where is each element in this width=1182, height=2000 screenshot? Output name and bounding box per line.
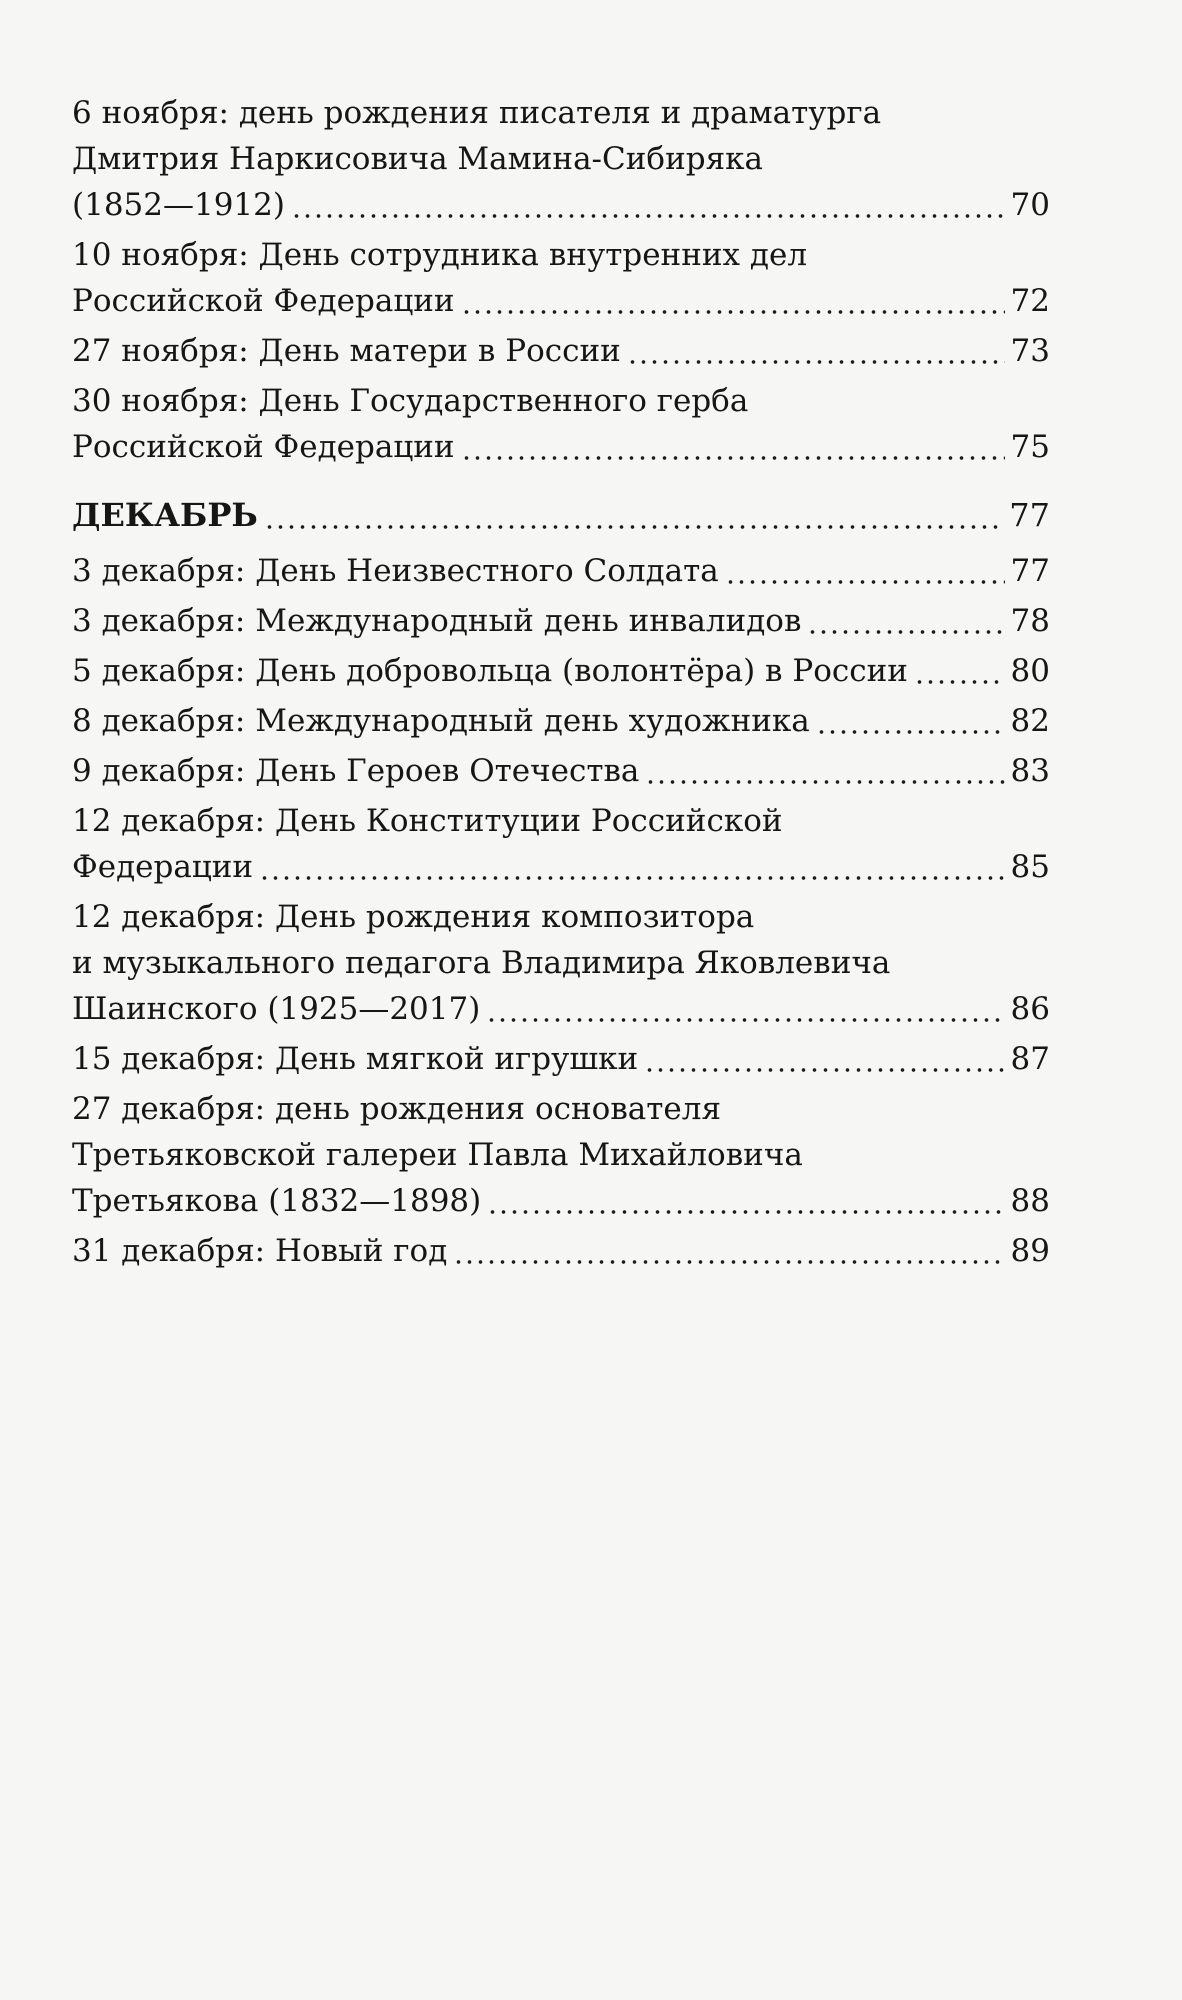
toc-page-number: 83 xyxy=(1010,753,1050,789)
toc-entry-line: 27 декабря: день рождения основателя xyxy=(72,1091,722,1127)
toc-entry-text: Российской Федерации xyxy=(72,283,455,319)
dot-leader xyxy=(644,1043,1004,1073)
toc-entry-last-line xyxy=(72,1036,1050,1082)
toc-entry-last-line xyxy=(72,424,1050,470)
toc-entry-last-line xyxy=(72,1178,1050,1224)
toc-entry-last-line xyxy=(72,278,1050,324)
toc-entry-line: 6 ноября: день рождения писателя и драматурга xyxy=(72,95,882,131)
toc-entry[interactable] xyxy=(72,648,1050,694)
toc-entry-text: Федерации xyxy=(72,849,254,885)
toc-page-number: 77 xyxy=(1010,553,1050,589)
toc-entry[interactable] xyxy=(72,598,1050,644)
toc-entry-line: 10 ноября: День сотрудника внутренних дел xyxy=(72,237,808,273)
toc-entry-last-line xyxy=(72,986,1050,1032)
toc-entry-line: 12 декабря: День рождения композитора xyxy=(72,899,755,935)
dot-leader xyxy=(461,431,1005,461)
toc-entry[interactable] xyxy=(72,698,1050,744)
toc-entry[interactable] xyxy=(72,548,1050,594)
toc-entry[interactable] xyxy=(72,748,1050,794)
toc-entry[interactable] xyxy=(72,798,1050,890)
toc-entry[interactable] xyxy=(72,378,1050,470)
dot-leader xyxy=(259,851,1004,881)
toc-entry-last-line xyxy=(72,748,1050,794)
toc-page-number: 72 xyxy=(1010,283,1050,319)
toc-page-number: 88 xyxy=(1010,1183,1050,1219)
toc-entry-last-line xyxy=(72,1228,1050,1274)
toc-page-number: 77 xyxy=(1009,496,1050,534)
toc-page-number: 82 xyxy=(1010,703,1050,739)
toc-entry-line: 12 декабря: День Конституции Российской xyxy=(72,803,783,839)
toc-entry-text: 3 декабря: День Неизвестного Солдата xyxy=(72,553,719,589)
toc-entry-text: Российской Федерации xyxy=(72,429,455,465)
toc-page-number: 86 xyxy=(1010,991,1050,1027)
dot-leader xyxy=(645,755,1004,785)
toc-entry[interactable] xyxy=(72,894,1050,1032)
toc-page-number: 80 xyxy=(1010,653,1050,689)
toc-entry-text: (1852—1912) xyxy=(72,187,285,223)
dot-leader xyxy=(487,1185,1004,1215)
month-title: ДЕКАБРЬ xyxy=(72,496,258,534)
toc-entry-last-line xyxy=(72,328,1050,374)
toc-page-number: 78 xyxy=(1010,603,1050,639)
toc-entry[interactable] xyxy=(72,90,1050,228)
toc-page-number: 89 xyxy=(1010,1233,1050,1269)
toc-entry[interactable] xyxy=(72,328,1050,374)
toc-entry-line: и музыкального педагога Владимира Яковлевича xyxy=(72,945,891,981)
dot-leader xyxy=(461,285,1005,315)
toc-entry-last-line xyxy=(72,548,1050,594)
toc-entry-text: 8 декабря: Международный день художника xyxy=(72,703,810,739)
toc-page-number: 70 xyxy=(1010,187,1050,223)
toc-page-number: 87 xyxy=(1010,1041,1050,1077)
toc-entry-text: 3 декабря: Международный день инвалидов xyxy=(72,603,802,639)
dot-leader xyxy=(725,555,1005,585)
toc-entry-line: Дмитрия Наркисовича Мамина-Сибиряка xyxy=(72,141,763,177)
toc-entry-text: 15 декабря: День мягкой игрушки xyxy=(72,1041,639,1077)
toc-entry-text: 31 декабря: Новый год xyxy=(72,1233,448,1269)
toc-entry[interactable] xyxy=(72,1228,1050,1274)
toc-entry-last-line xyxy=(72,698,1050,744)
toc-page-number: 73 xyxy=(1010,333,1050,369)
toc-entry-last-line xyxy=(72,844,1050,890)
toc-entry[interactable] xyxy=(72,232,1050,324)
toc-entry-text: 9 декабря: День Героев Отечества xyxy=(72,753,640,789)
dot-leader xyxy=(627,335,1005,365)
toc-entry-text: 5 декабря: День добровольца (волонтёра) в России xyxy=(72,653,908,689)
dot-leader xyxy=(453,1235,1004,1265)
toc-entry-text: Третьякова (1832—1898) xyxy=(72,1183,482,1219)
toc-month-line xyxy=(72,492,1050,538)
toc-entry-text: Шаинского (1925—2017) xyxy=(72,991,481,1027)
table-of-contents xyxy=(72,90,1050,1274)
toc-entry-line: Третьяковской галереи Павла Михайловича xyxy=(72,1137,803,1173)
toc-entry-last-line xyxy=(72,598,1050,644)
toc-entry[interactable] xyxy=(72,1086,1050,1224)
toc-month-heading[interactable] xyxy=(72,492,1050,538)
toc-entry-line: 30 ноября: День Государственного герба xyxy=(72,383,749,419)
toc-entry-last-line xyxy=(72,182,1050,228)
toc-page-number: 85 xyxy=(1010,849,1050,885)
toc-entry-text: 27 ноября: День матери в России xyxy=(72,333,621,369)
toc-entry-last-line xyxy=(72,648,1050,694)
dot-leader xyxy=(914,655,1005,685)
toc-page-number: 75 xyxy=(1010,429,1050,465)
dot-leader xyxy=(291,189,1005,219)
dot-leader xyxy=(264,500,1003,530)
dot-leader xyxy=(807,605,1004,635)
toc-entry[interactable] xyxy=(72,1036,1050,1082)
dot-leader xyxy=(486,993,1004,1023)
dot-leader xyxy=(816,705,1005,735)
